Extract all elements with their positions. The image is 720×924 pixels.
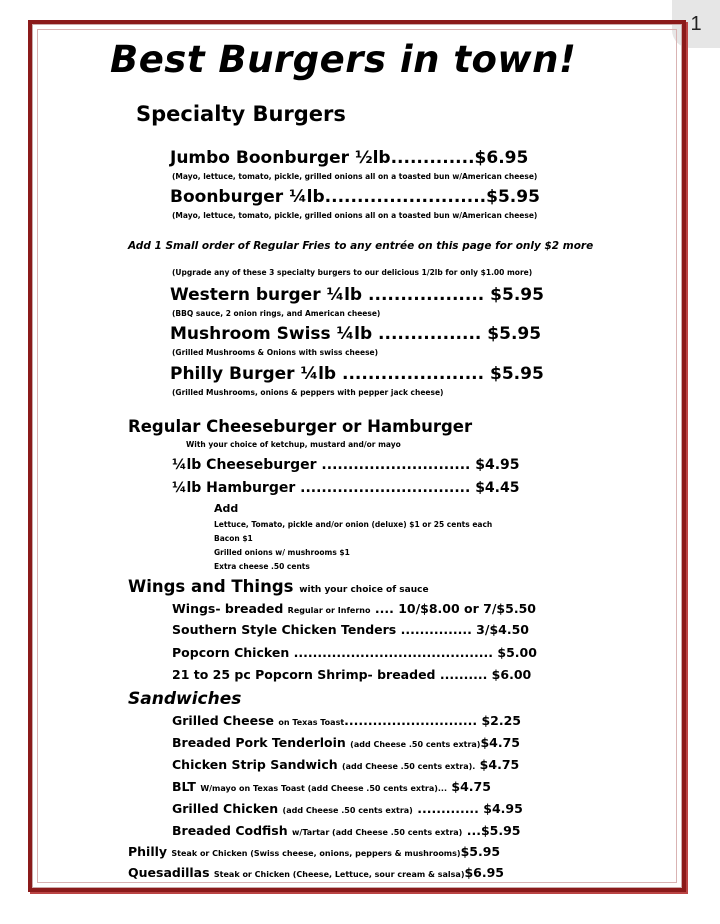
wings-heading-note: with your choice of sauce (299, 585, 429, 595)
menu-item-chicken-tenders: Southern Style Chicken Tenders ............... 3/$4.50 (172, 622, 529, 637)
menu-item-wings (172, 601, 536, 616)
regular-subheading: With your choice of ketchup, mustard and/or mayo (186, 440, 401, 449)
menu-item-chicken-strip-sandwich (172, 757, 519, 772)
add-option: Grilled onions w/ mushrooms $1 (214, 548, 350, 557)
menu-item-quesadillas (128, 865, 504, 880)
menu-item-pork-tenderloin (172, 735, 520, 750)
menu-item-main: BLT (172, 779, 196, 794)
menu-item-note: Steak or Chicken (Swiss cheese, onions, peppers & mushrooms) (171, 849, 461, 858)
menu-item-desc: (Mayo, lettuce, tomato, pickle, grilled onions all on a toasted bun w/American cheese) (172, 211, 538, 220)
menu-item-main: Breaded Codfish (172, 823, 288, 838)
menu-item-boonburger: Boonburger ¼lb.........................$5.95 (170, 187, 540, 207)
menu-item-hamburger: ¼lb Hamburger ................................ $4.45 (172, 480, 520, 496)
menu-item-note: on Texas Toast (278, 718, 345, 727)
menu-item-price: ............................ $2.25 (344, 713, 522, 728)
menu-item-main: Breaded Pork Tenderloin (172, 735, 346, 750)
menu-item-desc: (Mayo, lettuce, tomato, pickle, grilled onions all on a toasted bun w/American cheese) (172, 172, 538, 181)
menu-item-main: Quesadillas (128, 865, 210, 880)
menu-item-note: (add Cheese .50 cents extra) (350, 740, 481, 749)
menu-item-main: Philly (128, 844, 168, 859)
menu-item-price: ............. $4.95 (417, 801, 523, 816)
sandwiches-heading: Sandwiches (128, 689, 242, 709)
menu-item-price: $5.95 (460, 844, 501, 859)
page-number: 1 (690, 12, 702, 35)
menu-item-note: w/Tartar (add Cheese .50 cents extra) (292, 828, 463, 837)
menu-item-mushroom-swiss: Mushroom Swiss ¼lb ................ $5.95 (170, 324, 542, 344)
menu-title: Best Burgers in town! (110, 38, 577, 81)
regular-heading: Regular Cheeseburger or Hamburger (128, 417, 473, 436)
menu-item-grilled-cheese (172, 713, 521, 728)
add-option: Bacon $1 (214, 534, 253, 543)
menu-item-main: Grilled Chicken (172, 801, 279, 816)
menu-item-price: $4.75 (451, 779, 491, 794)
wings-heading-text: Wings and Things (128, 577, 294, 596)
add-label: Add (214, 502, 239, 515)
wings-heading (128, 577, 429, 596)
menu-item-price: $4.75 (480, 735, 521, 750)
menu-item-main: Wings- breaded (172, 601, 284, 616)
menu-item-grilled-chicken (172, 801, 523, 816)
add-option: Lettuce, Tomato, pickle and/or onion (deluxe) $1 or 25 cents each (214, 520, 493, 529)
menu-item-jumbo-boonburger: Jumbo Boonburger ½lb.............$6.95 (170, 148, 529, 168)
menu-item-blt (172, 779, 491, 794)
menu-item-philly-burger: Philly Burger ¼lb ...................... $5.95 (170, 364, 544, 384)
upgrade-note: (Upgrade any of these 3 specialty burgers to our delicious 1/2lb for only $1.00 more) (172, 268, 533, 277)
menu-item-price: ...$5.95 (466, 823, 521, 838)
menu-item-desc: (Grilled Mushrooms, onions & peppers with pepper jack cheese) (172, 388, 444, 397)
menu-item-philly (128, 844, 500, 859)
menu-item-western-burger: Western burger ¼lb .................. $5.95 (170, 285, 544, 305)
menu-item-cheeseburger: ¼lb Cheeseburger ............................ $4.95 (172, 457, 520, 473)
menu-item-note: (add Cheese .50 cents extra) (282, 806, 413, 815)
menu-item-main: Grilled Cheese (172, 713, 275, 728)
add-option: Extra cheese .50 cents (214, 562, 310, 571)
menu-item-price: $4.75 (479, 757, 520, 772)
menu-item-popcorn-chicken: Popcorn Chicken .......................................... $5.00 (172, 645, 537, 660)
menu-item-note: W/mayo on Texas Toast (add Cheese .50 cents extra)... (200, 784, 448, 793)
menu-item-note: Regular or Inferno (287, 606, 371, 615)
menu-item-main: Chicken Strip Sandwich (172, 757, 338, 772)
menu-item-note: (add Cheese .50 cents extra). (341, 762, 476, 771)
menu-item-breaded-codfish (172, 823, 521, 838)
specialty-heading: Specialty Burgers (136, 102, 346, 126)
menu-item-price: $6.95 (464, 865, 505, 880)
menu-item-desc: (Grilled Mushrooms & Onions with swiss cheese) (172, 348, 379, 357)
menu-item-desc: (BBQ sauce, 2 onion rings, and American cheese) (172, 309, 381, 318)
fries-note: Add 1 Small order of Regular Fries to any entrée on this page for only $2 more (128, 240, 594, 252)
menu-item-note: Steak or Chicken (Cheese, Lettuce, sour cream & salsa) (213, 870, 465, 879)
menu-item-price: .... 10/$8.00 or 7/$5.50 (374, 601, 536, 616)
menu-item-popcorn-shrimp: 21 to 25 pc Popcorn Shrimp- breaded .......... $6.00 (172, 667, 532, 682)
